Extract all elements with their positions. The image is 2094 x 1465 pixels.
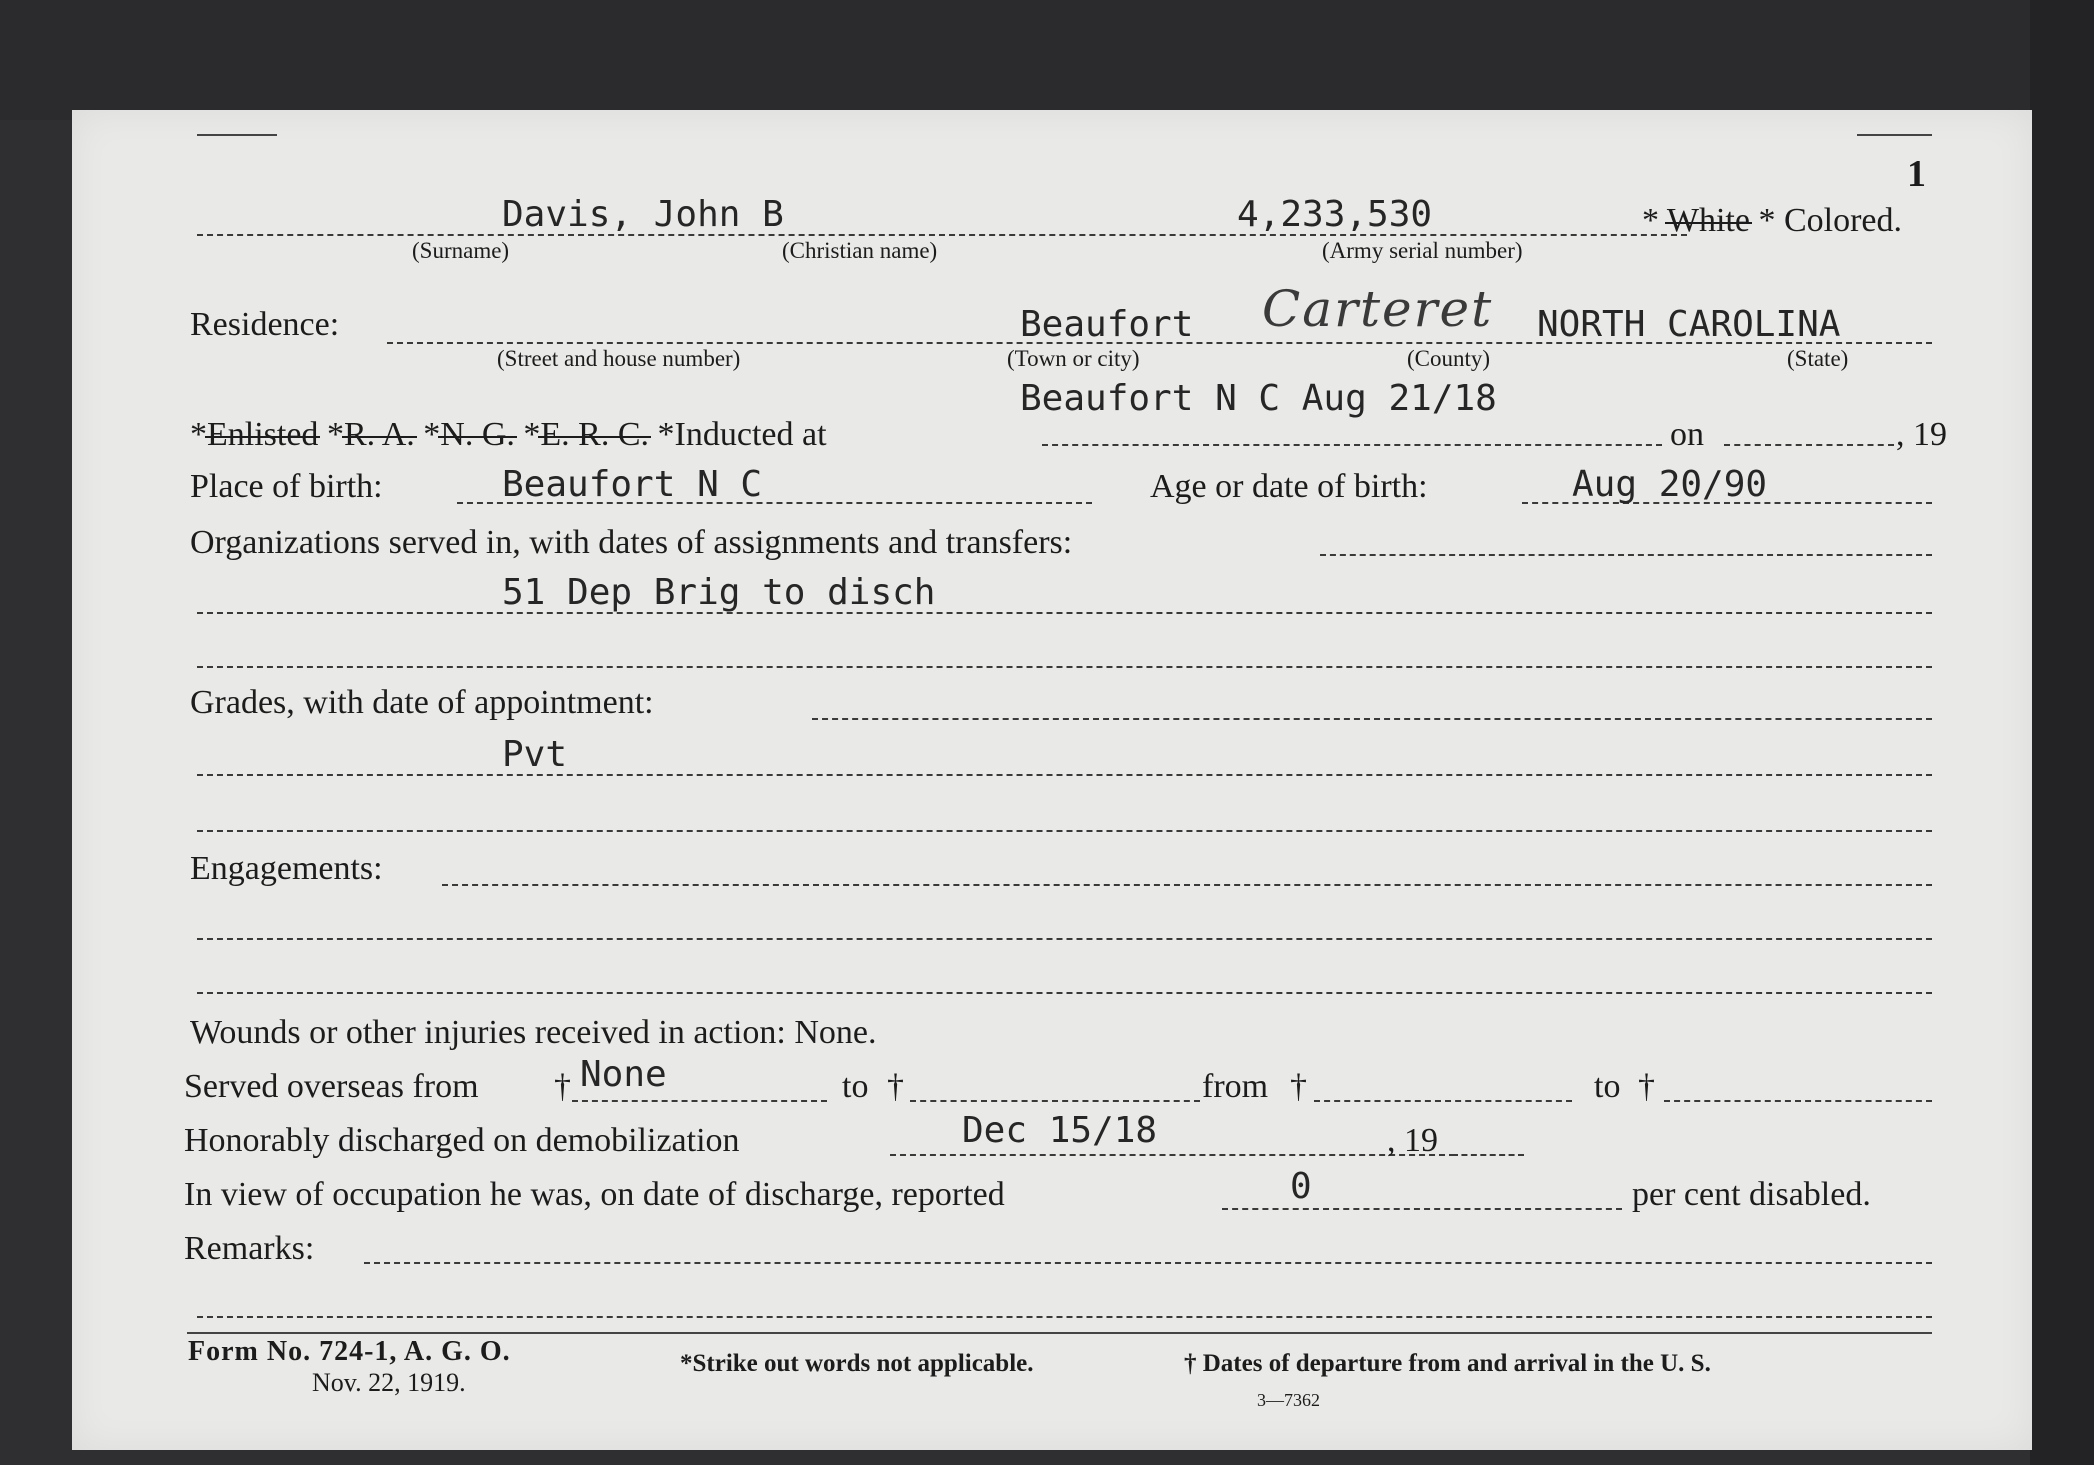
organizations-value: 51 Dep Brig to disch <box>502 572 936 613</box>
county-caption: (County) <box>1407 346 1491 371</box>
remarks-label: Remarks: <box>184 1230 315 1267</box>
dates-note: † Dates of departure from and arrival in the U. S. <box>1184 1350 1711 1377</box>
dagger-4: † <box>1638 1068 1655 1105</box>
residence-town: Beaufort <box>1020 304 1194 345</box>
disability-value: 0 <box>1290 1166 1312 1207</box>
overseas-line-3 <box>1314 1100 1572 1102</box>
scan-background-top <box>0 0 2094 120</box>
surname-caption: (Surname) <box>412 238 510 263</box>
print-code: 3—7362 <box>1257 1390 1320 1410</box>
grades-line-2 <box>197 774 1932 776</box>
typed-serial: 4,233,530 <box>1237 194 1433 235</box>
discharge-line <box>890 1154 1455 1156</box>
race-asterisk: * <box>1642 202 1659 239</box>
asterisk: * <box>523 416 541 453</box>
engagements-line-3 <box>197 992 1932 994</box>
discharge-value: Dec 15/18 <box>962 1110 1158 1151</box>
on-line <box>1724 444 1894 446</box>
grades-line-3 <box>197 830 1932 832</box>
race-white-struck: White <box>1666 202 1750 239</box>
race-options <box>1642 202 1902 240</box>
overseas-to-label-2: to <box>1594 1068 1621 1105</box>
inducted-at-label: *Inducted at <box>657 416 827 453</box>
enlistment-options <box>190 416 827 454</box>
ng-struck: N. G. <box>440 416 515 453</box>
wounds-label: Wounds or other injuries received in action: None. <box>190 1014 877 1051</box>
age-value: Aug 20/90 <box>1572 464 1768 505</box>
disability-label: In view of occupation he was, on date of discharge, reported <box>184 1176 1005 1213</box>
place-of-birth-value: Beaufort N C <box>502 464 763 505</box>
grades-line-1 <box>812 718 1932 720</box>
ra-struck: R. A. <box>343 416 415 453</box>
residence-state: NORTH CAROLINA <box>1537 304 1841 345</box>
asterisk: * <box>423 416 441 453</box>
inducted-line <box>1042 444 1662 446</box>
race-colored: Colored. <box>1783 202 1903 239</box>
organizations-line-3 <box>197 666 1932 668</box>
age-label: Age or date of birth: <box>1150 468 1428 505</box>
discharge-year-line <box>1452 1154 1524 1156</box>
grades-label: Grades, with date of appointment: <box>190 684 654 721</box>
disability-suffix: per cent disabled. <box>1632 1176 1871 1213</box>
remarks-line-1 <box>364 1262 1932 1264</box>
asterisk: * <box>190 416 207 453</box>
engagements-label: Engagements: <box>190 850 383 887</box>
state-caption: (State) <box>1787 346 1849 371</box>
organizations-line-1 <box>1320 554 1932 556</box>
overseas-line-2 <box>910 1100 1200 1102</box>
form-number: Form No. 724-1, A. G. O. <box>188 1336 511 1367</box>
top-right-rule <box>1857 134 1932 136</box>
induction-typed: Beaufort N C Aug 21/18 <box>1020 378 1497 419</box>
overseas-line-1 <box>572 1100 827 1102</box>
engagements-line-1 <box>442 884 1932 886</box>
engagements-line-2 <box>197 938 1932 940</box>
dagger-3: † <box>1290 1068 1307 1105</box>
race-asterisk: * <box>1758 202 1776 239</box>
card-number: 1 <box>1907 153 1926 195</box>
scan-background-right <box>2030 0 2094 1465</box>
town-caption: (Town or city) <box>1007 346 1140 371</box>
street-caption: (Street and house number) <box>497 346 741 371</box>
overseas-to-label-1: to <box>842 1068 869 1105</box>
on-label: on <box>1670 416 1704 453</box>
erc-struck: E. R. C. <box>540 416 650 453</box>
dagger-2: † <box>887 1068 904 1105</box>
footer-rule <box>187 1332 1932 1334</box>
overseas-line-4 <box>1664 1100 1932 1102</box>
typed-name: Davis, John B <box>502 194 784 235</box>
residence-label: Residence: <box>190 306 340 343</box>
record-card <box>72 110 2032 1450</box>
organizations-label: Organizations served in, with dates of assignments and transfers: <box>190 524 1073 561</box>
top-left-rule <box>197 134 277 136</box>
organizations-line-2 <box>197 612 1932 614</box>
christian-name-caption: (Christian name) <box>782 238 938 263</box>
overseas-label: Served overseas from <box>184 1068 479 1105</box>
overseas-from-label: from <box>1202 1068 1269 1105</box>
discharge-label: Honorably discharged on demobilization <box>184 1122 740 1159</box>
name-line <box>197 234 1687 236</box>
year-label: , 19 <box>1896 416 1947 453</box>
discharge-year-label: , 19 <box>1387 1122 1438 1159</box>
overseas-from-value: None <box>580 1054 667 1095</box>
asterisk: * <box>326 416 344 453</box>
dagger-1: † <box>554 1068 571 1105</box>
disability-line <box>1222 1208 1622 1210</box>
grades-value: Pvt <box>502 734 568 775</box>
form-date: Nov. 22, 1919. <box>312 1368 466 1397</box>
place-of-birth-label: Place of birth: <box>190 468 383 505</box>
strike-out-note: *Strike out words not applicable. <box>680 1350 1034 1377</box>
residence-county-handwritten: Carteret <box>1262 280 1494 338</box>
enlisted-struck: Enlisted <box>207 416 319 453</box>
remarks-line-2 <box>197 1316 1932 1318</box>
serial-caption: (Army serial number) <box>1322 238 1523 263</box>
